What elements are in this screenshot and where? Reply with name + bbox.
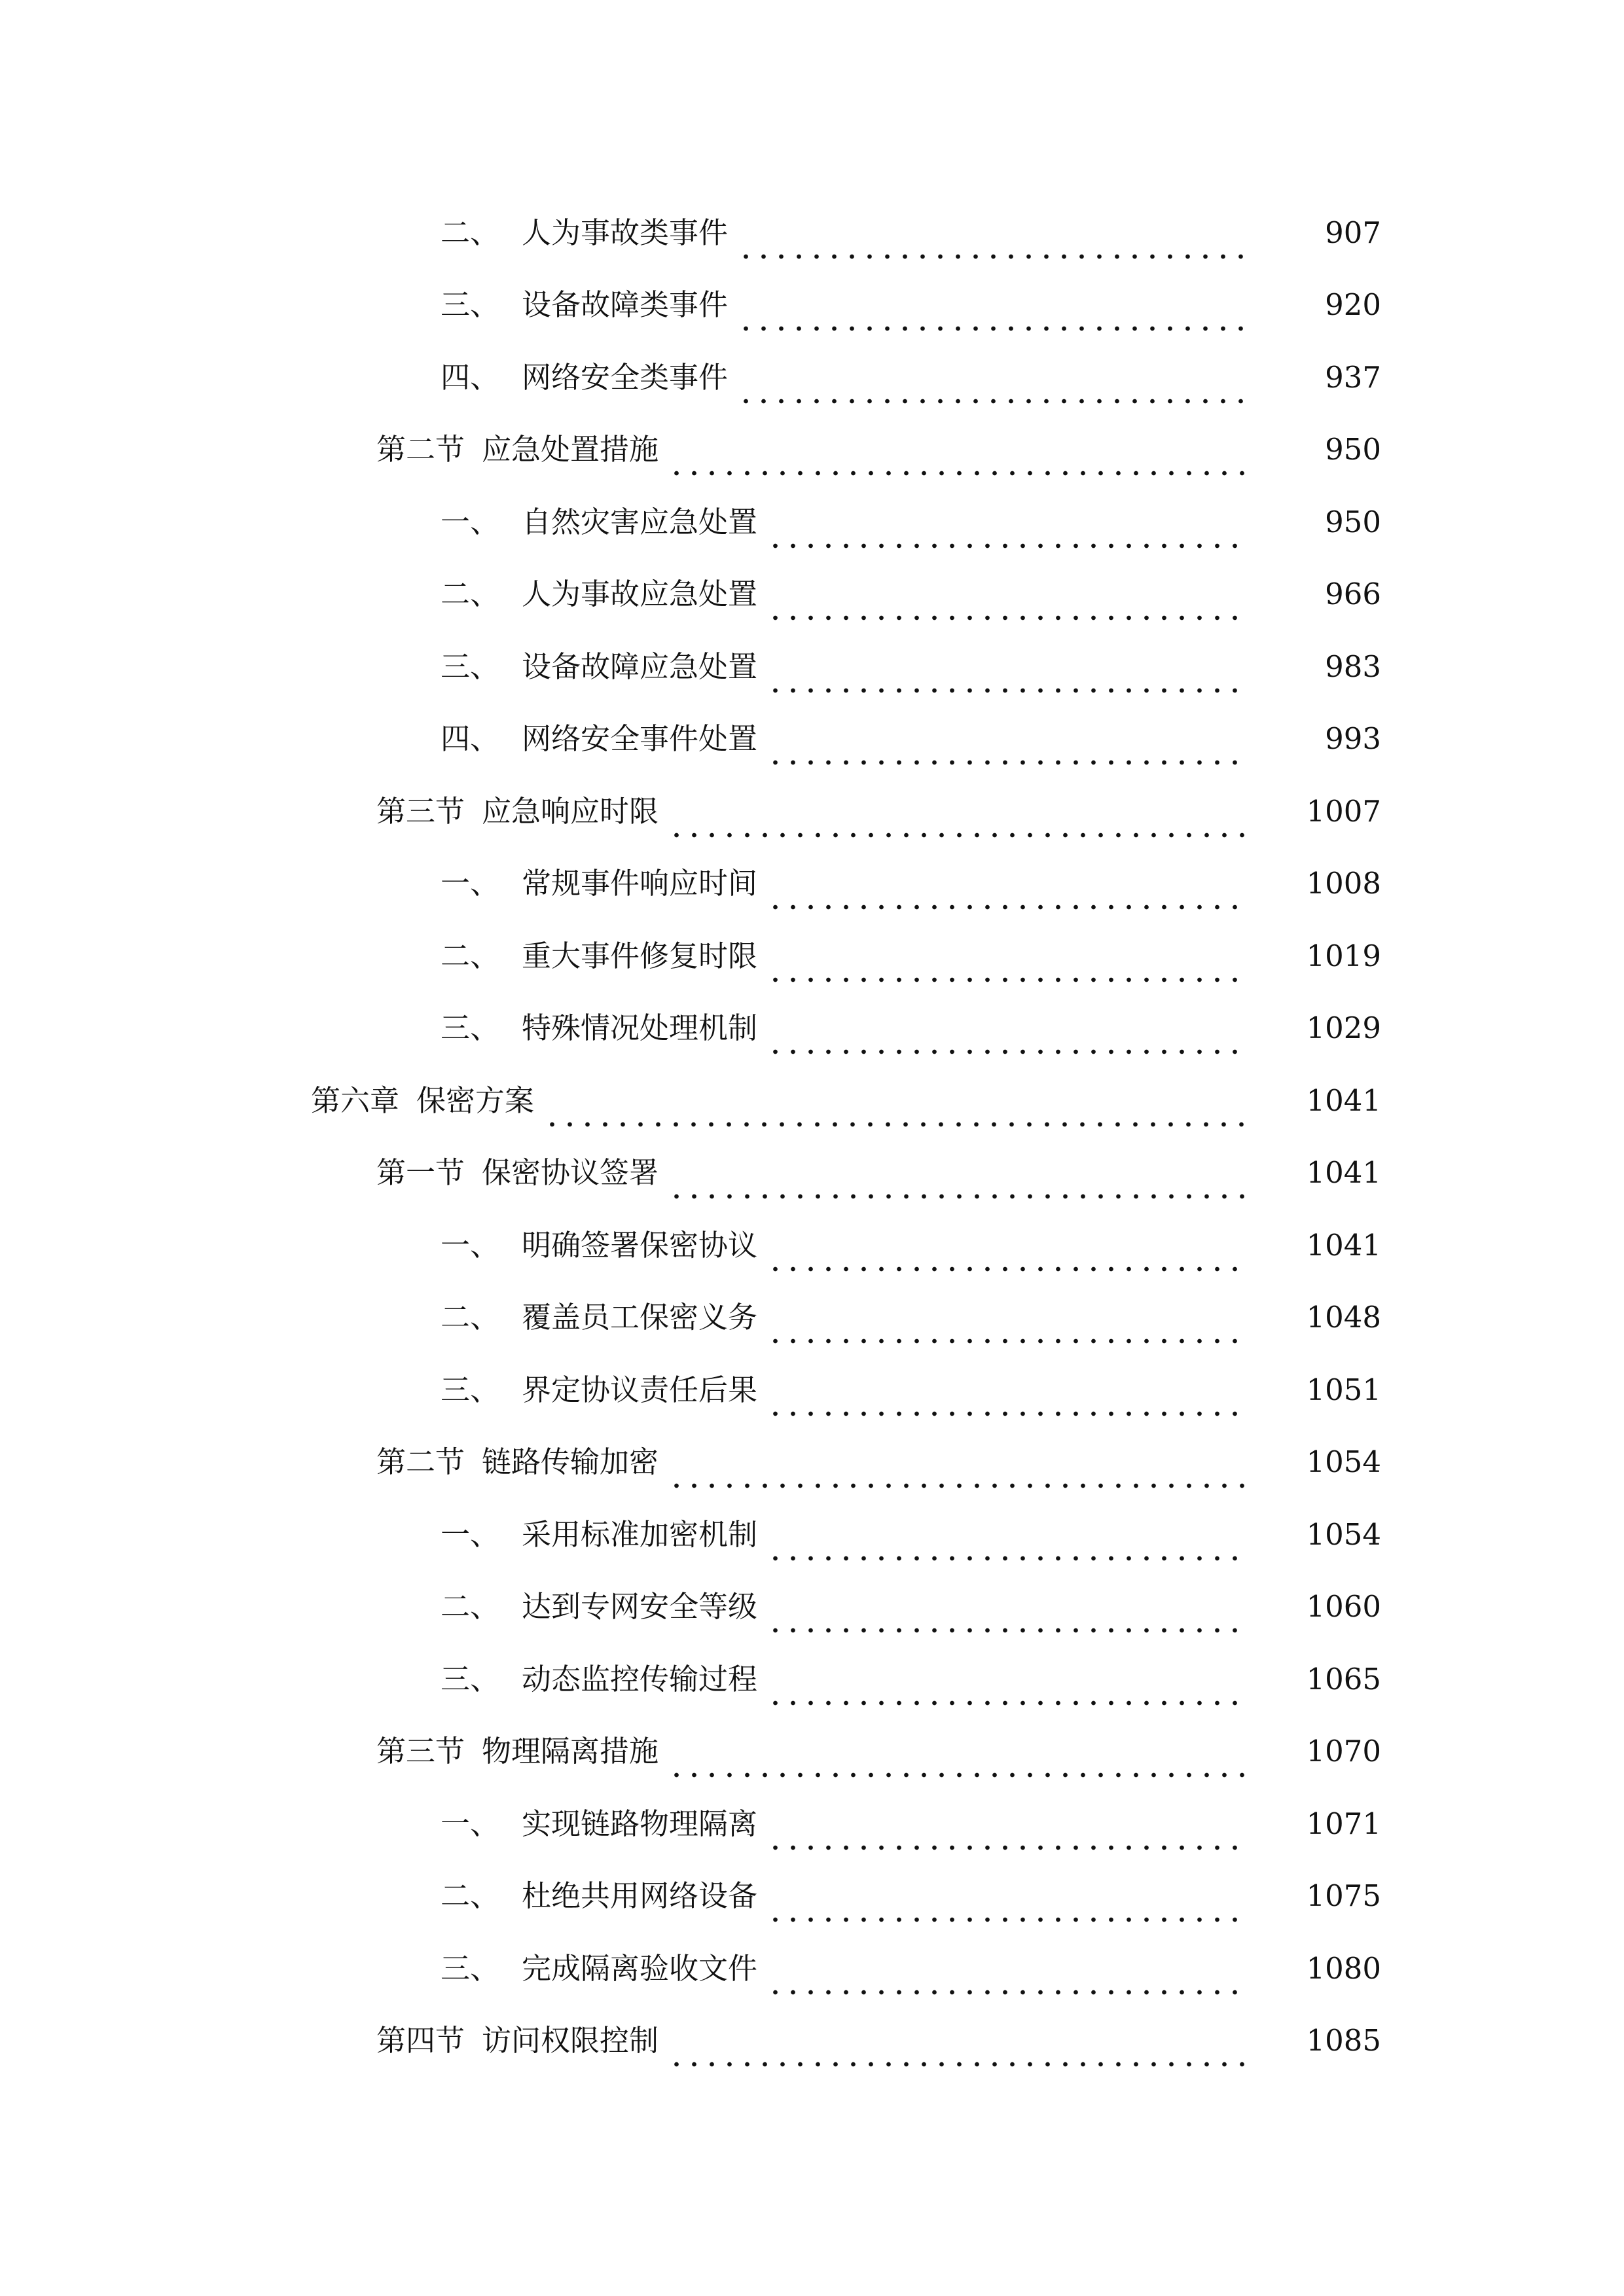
toc-entry[interactable] xyxy=(0,486,1624,558)
toc-entry-title: 动态监控传输过程 xyxy=(522,1661,758,1696)
toc-entry-title: 界定协议责任后果 xyxy=(522,1372,758,1407)
toc-entry-number: 二、 xyxy=(441,1300,500,1335)
toc-entry-page: 950 xyxy=(1325,504,1381,539)
toc-entry-title: 链路传输加密 xyxy=(482,1444,659,1480)
toc-entry-number: 第六章 xyxy=(311,1083,400,1118)
dot-leader xyxy=(767,977,1245,983)
toc-entry[interactable] xyxy=(0,1354,1624,1426)
toc-entry[interactable] xyxy=(0,414,1624,486)
toc-entry-number: 一、 xyxy=(441,504,500,539)
toc-entry[interactable] xyxy=(0,1860,1624,1933)
toc-entry-number: 二、 xyxy=(441,1589,500,1624)
toc-entry-number: 第四节 xyxy=(376,2023,465,2058)
toc-entry-number: 二、 xyxy=(441,215,500,250)
dot-leader xyxy=(767,1555,1245,1562)
toc-entry-title: 网络安全类事件 xyxy=(522,359,729,395)
toc-entry-title: 应急处置措施 xyxy=(482,432,659,467)
toc-entry-number: 第二节 xyxy=(376,432,465,467)
toc-entry-number: 第三节 xyxy=(376,1734,465,1769)
toc-entry-title: 设备故障应急处置 xyxy=(522,649,758,684)
toc-entry-page: 993 xyxy=(1325,721,1381,757)
toc-entry-number: 一、 xyxy=(441,1516,500,1552)
toc-entry[interactable] xyxy=(0,341,1624,414)
toc-entry-page: 1041 xyxy=(1306,1227,1381,1263)
toc-entry-number: 二、 xyxy=(441,938,500,973)
toc-entry-page: 1065 xyxy=(1306,1661,1381,1696)
toc-entry-title: 覆盖员工保密义务 xyxy=(522,1300,758,1335)
toc-entry-page: 950 xyxy=(1325,432,1381,467)
toc-entry[interactable] xyxy=(0,1137,1624,1210)
toc-entry-page: 920 xyxy=(1325,287,1381,323)
dot-leader xyxy=(668,470,1245,476)
dot-leader xyxy=(668,832,1245,838)
toc-entry-number: 三、 xyxy=(441,649,500,684)
dot-leader xyxy=(737,325,1245,332)
toc-entry-number: 一、 xyxy=(441,1227,500,1263)
toc-entry[interactable] xyxy=(0,2005,1624,2077)
dot-leader xyxy=(767,615,1245,621)
toc-entry-title: 达到专网安全等级 xyxy=(522,1589,758,1624)
toc-entry-title: 常规事件响应时间 xyxy=(522,866,758,901)
dot-leader xyxy=(543,1121,1245,1128)
toc-entry-page: 1051 xyxy=(1306,1372,1381,1407)
toc-entry-page: 1060 xyxy=(1306,1589,1381,1624)
toc-entry-title: 自然灾害应急处置 xyxy=(522,504,758,539)
toc-entry-title: 采用标准加密机制 xyxy=(522,1516,758,1552)
toc-entry-title: 明确签署保密协议 xyxy=(522,1227,758,1263)
toc-entry[interactable] xyxy=(0,630,1624,703)
toc-entry[interactable] xyxy=(0,1064,1624,1137)
toc-entry[interactable] xyxy=(0,1643,1624,1715)
dot-leader xyxy=(767,904,1245,910)
dot-leader xyxy=(767,1410,1245,1417)
toc-entry-page: 1054 xyxy=(1306,1444,1381,1480)
dot-leader xyxy=(668,2061,1245,2068)
toc-entry-title: 物理隔离措施 xyxy=(482,1734,659,1769)
toc-entry-number: 三、 xyxy=(441,1011,500,1046)
dot-leader xyxy=(767,543,1245,549)
toc-entry-page: 1054 xyxy=(1306,1516,1381,1552)
toc-entry-page: 1008 xyxy=(1306,866,1381,901)
toc-entry-title: 重大事件修复时限 xyxy=(522,938,758,973)
dot-leader xyxy=(767,1627,1245,1634)
toc-entry[interactable] xyxy=(0,1426,1624,1499)
toc-entry[interactable] xyxy=(0,1571,1624,1643)
toc-entry[interactable] xyxy=(0,703,1624,776)
toc-entry-page: 1048 xyxy=(1306,1300,1381,1335)
toc-entry-number: 三、 xyxy=(441,1950,500,1986)
dot-leader xyxy=(668,1772,1245,1778)
toc-entry-number: 二、 xyxy=(441,1878,500,1914)
toc-entry-title: 访问权限控制 xyxy=(482,2023,659,2058)
toc-entry-number: 三、 xyxy=(441,1661,500,1696)
dot-leader xyxy=(668,1193,1245,1200)
toc-entry-title: 网络安全事件处置 xyxy=(522,721,758,757)
toc-entry[interactable] xyxy=(0,1715,1624,1788)
dot-leader xyxy=(737,253,1245,260)
dot-leader xyxy=(668,1482,1245,1489)
toc-entry-number: 二、 xyxy=(441,577,500,612)
toc-entry-page: 1085 xyxy=(1306,2023,1381,2058)
toc-entry[interactable] xyxy=(0,1787,1624,1860)
toc-entry-title: 人为事故类事件 xyxy=(522,215,729,250)
toc-entry[interactable] xyxy=(0,1209,1624,1282)
dot-leader xyxy=(767,1049,1245,1055)
toc-entry-page: 1071 xyxy=(1306,1806,1381,1841)
dot-leader xyxy=(767,1916,1245,1923)
toc-entry-title: 人为事故应急处置 xyxy=(522,577,758,612)
toc-entry[interactable] xyxy=(0,558,1624,631)
toc-entry[interactable] xyxy=(0,1282,1624,1354)
toc-entry-page: 937 xyxy=(1325,359,1381,395)
dot-leader xyxy=(767,1844,1245,1851)
toc-entry-page: 1007 xyxy=(1306,793,1381,829)
toc-entry-title: 实现链路物理隔离 xyxy=(522,1806,758,1841)
toc-entry-page: 1041 xyxy=(1306,1083,1381,1118)
toc-entry[interactable] xyxy=(0,1932,1624,2005)
toc-entry-number: 第二节 xyxy=(376,1444,465,1480)
table-of-contents xyxy=(0,196,1624,2077)
toc-entry-title: 特殊情况处理机制 xyxy=(522,1011,758,1046)
toc-entry-page: 1041 xyxy=(1306,1155,1381,1191)
dot-leader xyxy=(767,1338,1245,1344)
toc-entry-number: 三、 xyxy=(441,1372,500,1407)
toc-entry-title: 保密协议签署 xyxy=(482,1155,659,1191)
toc-entry-title: 完成隔离验收文件 xyxy=(522,1950,758,1986)
dot-leader xyxy=(767,687,1245,694)
toc-entry-number: 一、 xyxy=(441,866,500,901)
dot-leader xyxy=(767,1700,1245,1706)
toc-entry-number: 第三节 xyxy=(376,793,465,829)
dot-leader xyxy=(767,1266,1245,1272)
toc-entry-number: 四、 xyxy=(441,359,500,395)
toc-entry-page: 1080 xyxy=(1306,1950,1381,1986)
toc-entry-page: 1029 xyxy=(1306,1011,1381,1046)
toc-entry-title: 设备故障类事件 xyxy=(522,287,729,323)
toc-entry-page: 1075 xyxy=(1306,1878,1381,1914)
toc-entry-number: 一、 xyxy=(441,1806,500,1841)
toc-entry[interactable] xyxy=(0,196,1624,269)
toc-entry-page: 1070 xyxy=(1306,1734,1381,1769)
toc-entry[interactable] xyxy=(0,920,1624,992)
toc-entry-page: 983 xyxy=(1325,649,1381,684)
toc-entry-title: 保密方案 xyxy=(416,1083,535,1118)
toc-entry[interactable] xyxy=(0,269,1624,342)
toc-entry-number: 四、 xyxy=(441,721,500,757)
toc-entry-page: 907 xyxy=(1325,215,1381,250)
toc-entry[interactable] xyxy=(0,775,1624,848)
dot-leader xyxy=(767,759,1245,766)
dot-leader xyxy=(737,398,1245,404)
toc-entry-title: 应急响应时限 xyxy=(482,793,659,829)
dot-leader xyxy=(767,1989,1245,1996)
toc-entry-title: 杜绝共用网络设备 xyxy=(522,1878,758,1914)
toc-entry[interactable] xyxy=(0,992,1624,1065)
toc-entry[interactable] xyxy=(0,1498,1624,1571)
toc-entry-number: 三、 xyxy=(441,287,500,323)
toc-entry-page: 1019 xyxy=(1306,938,1381,973)
toc-entry-page: 966 xyxy=(1325,577,1381,612)
toc-entry[interactable] xyxy=(0,848,1624,920)
toc-entry-number: 第一节 xyxy=(376,1155,465,1191)
